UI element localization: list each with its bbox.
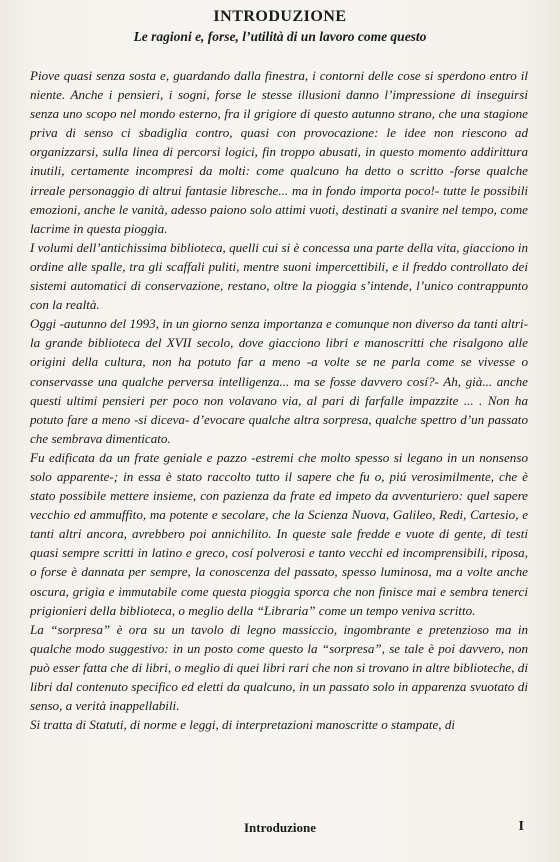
paragraph: La “sorpresa” è ora su un tavolo di legno massiccio, ingombrante e pretenzioso ma in qualche modo suggestivo: in un posto come questo la “sorpresa”, se tale è poi davvero, non può esser fatta che di libri, o meglio di quei libri rari che non si trovano in altre biblioteche, di libri dal contenuto specifico ed eletti da qualcuno, in un passato solo in apparenza svuotato di senso, a verità inappellabili. [30,621,528,714]
body-text [30,66,528,734]
paragraph: Fu edificata da un frate geniale e pazzo -estremi che molto spesso si legano in un nonsenso solo apparente-; in essa è stato raccolto tutto il sapere che fu o, piú verosimilmente, che è stato possibile mettere insieme, con pazienza da frate ed impeto da avventuriero: quel sapere vecchio ed ammuffito, ma potente e secolare, che la Scienza Nuova, Galileo, Redi, Cartesio, e tanti altri ancora, avrebbero poi annichilito. In queste sale fredde e vuote di gente, di testi quasi sempre scritti in latino e greco, cosí polverosi e tanto vecchi ed incomprensibili, riposa, o forse è dannata per sempre, la conoscenza del passato, spesso luminosa, ma a volte anche oscura, grigia e immutabile come questa pioggia sporca che non finisce mai e sembra tenerci prigionieri della biblioteca, o meglio della “Libraria” come un tempo veniva scritto. [30,449,528,618]
paragraph: Si tratta di Statuti, di norme e leggi, di interpretazioni manoscritte o stampate, di [30,717,456,733]
paragraph: Piove quasi senza sosta e, guardando dalla finestra, i contorni delle cose si sperdono entro il niente. Anche i pensieri, i sogni, forse le stesse illusioni danno l’impressione di inseguirsi senza uno scopo nel mondo esterno, fra il grigiore di questo autunno strano, che una stagione priva di senso ci sbadiglia contro, quasi con provocazione: le idee non riescono ad organizzarsi, sulla linea di percorsi logici, fin troppo abusati, in questo momento addirittura inutili, certamente incompresi da molti: come qualcuno ha detto o scritto -forse qualche irreale personaggio di altrui fantasie libresche... ma in fondo importa poco!- tutte le possibili emozioni, anche le vanità, adesso paiono solo attimi vuoti, destinati a svanire nel tempo, come lacrime in questa pioggia. [30,68,528,236]
chapter-subtitle: Le ragioni e, forse, l’utilità di un lavoro come questo [133,29,427,44]
chapter-title: INTRODUZIONE [213,8,347,25]
page-number: I [518,819,524,834]
paragraph: Oggi -autunno del 1993, in un giorno senza importanza e comunque non diverso da tanti altri- la grande biblioteca del XVII secolo, dove giacciono libri e manoscritti che risalgono alle origini della cultura, non ha potuto far a meno -a volte se ne parla come se vivesse o conservasse una qualche perversa intelligenza... ma se fosse davvero cosí?- Ah, già... anche questi ultimi pensieri per poco non volavano via, al pari di farfalle impazzite ... . Non ha potuto fare a meno -si diceva- d’evocare qualche altra sorpresa, qualche spettro d’un passato che sembrava dimenticato. [30,316,528,446]
paragraph: I volumi dell’antichissima biblioteca, quelli cui si è concessa una parte della vita, giacciono in ordine alle spalle, tra gli scaffali puliti, mentre suoni impercettibili, e il freddo controllato dei sistemi automatici di conservazione, restano, oltre la pioggia s’intende, l’unico contrappunto con la realtà. [30,239,528,313]
running-footer-title: Introduzione [244,820,316,835]
